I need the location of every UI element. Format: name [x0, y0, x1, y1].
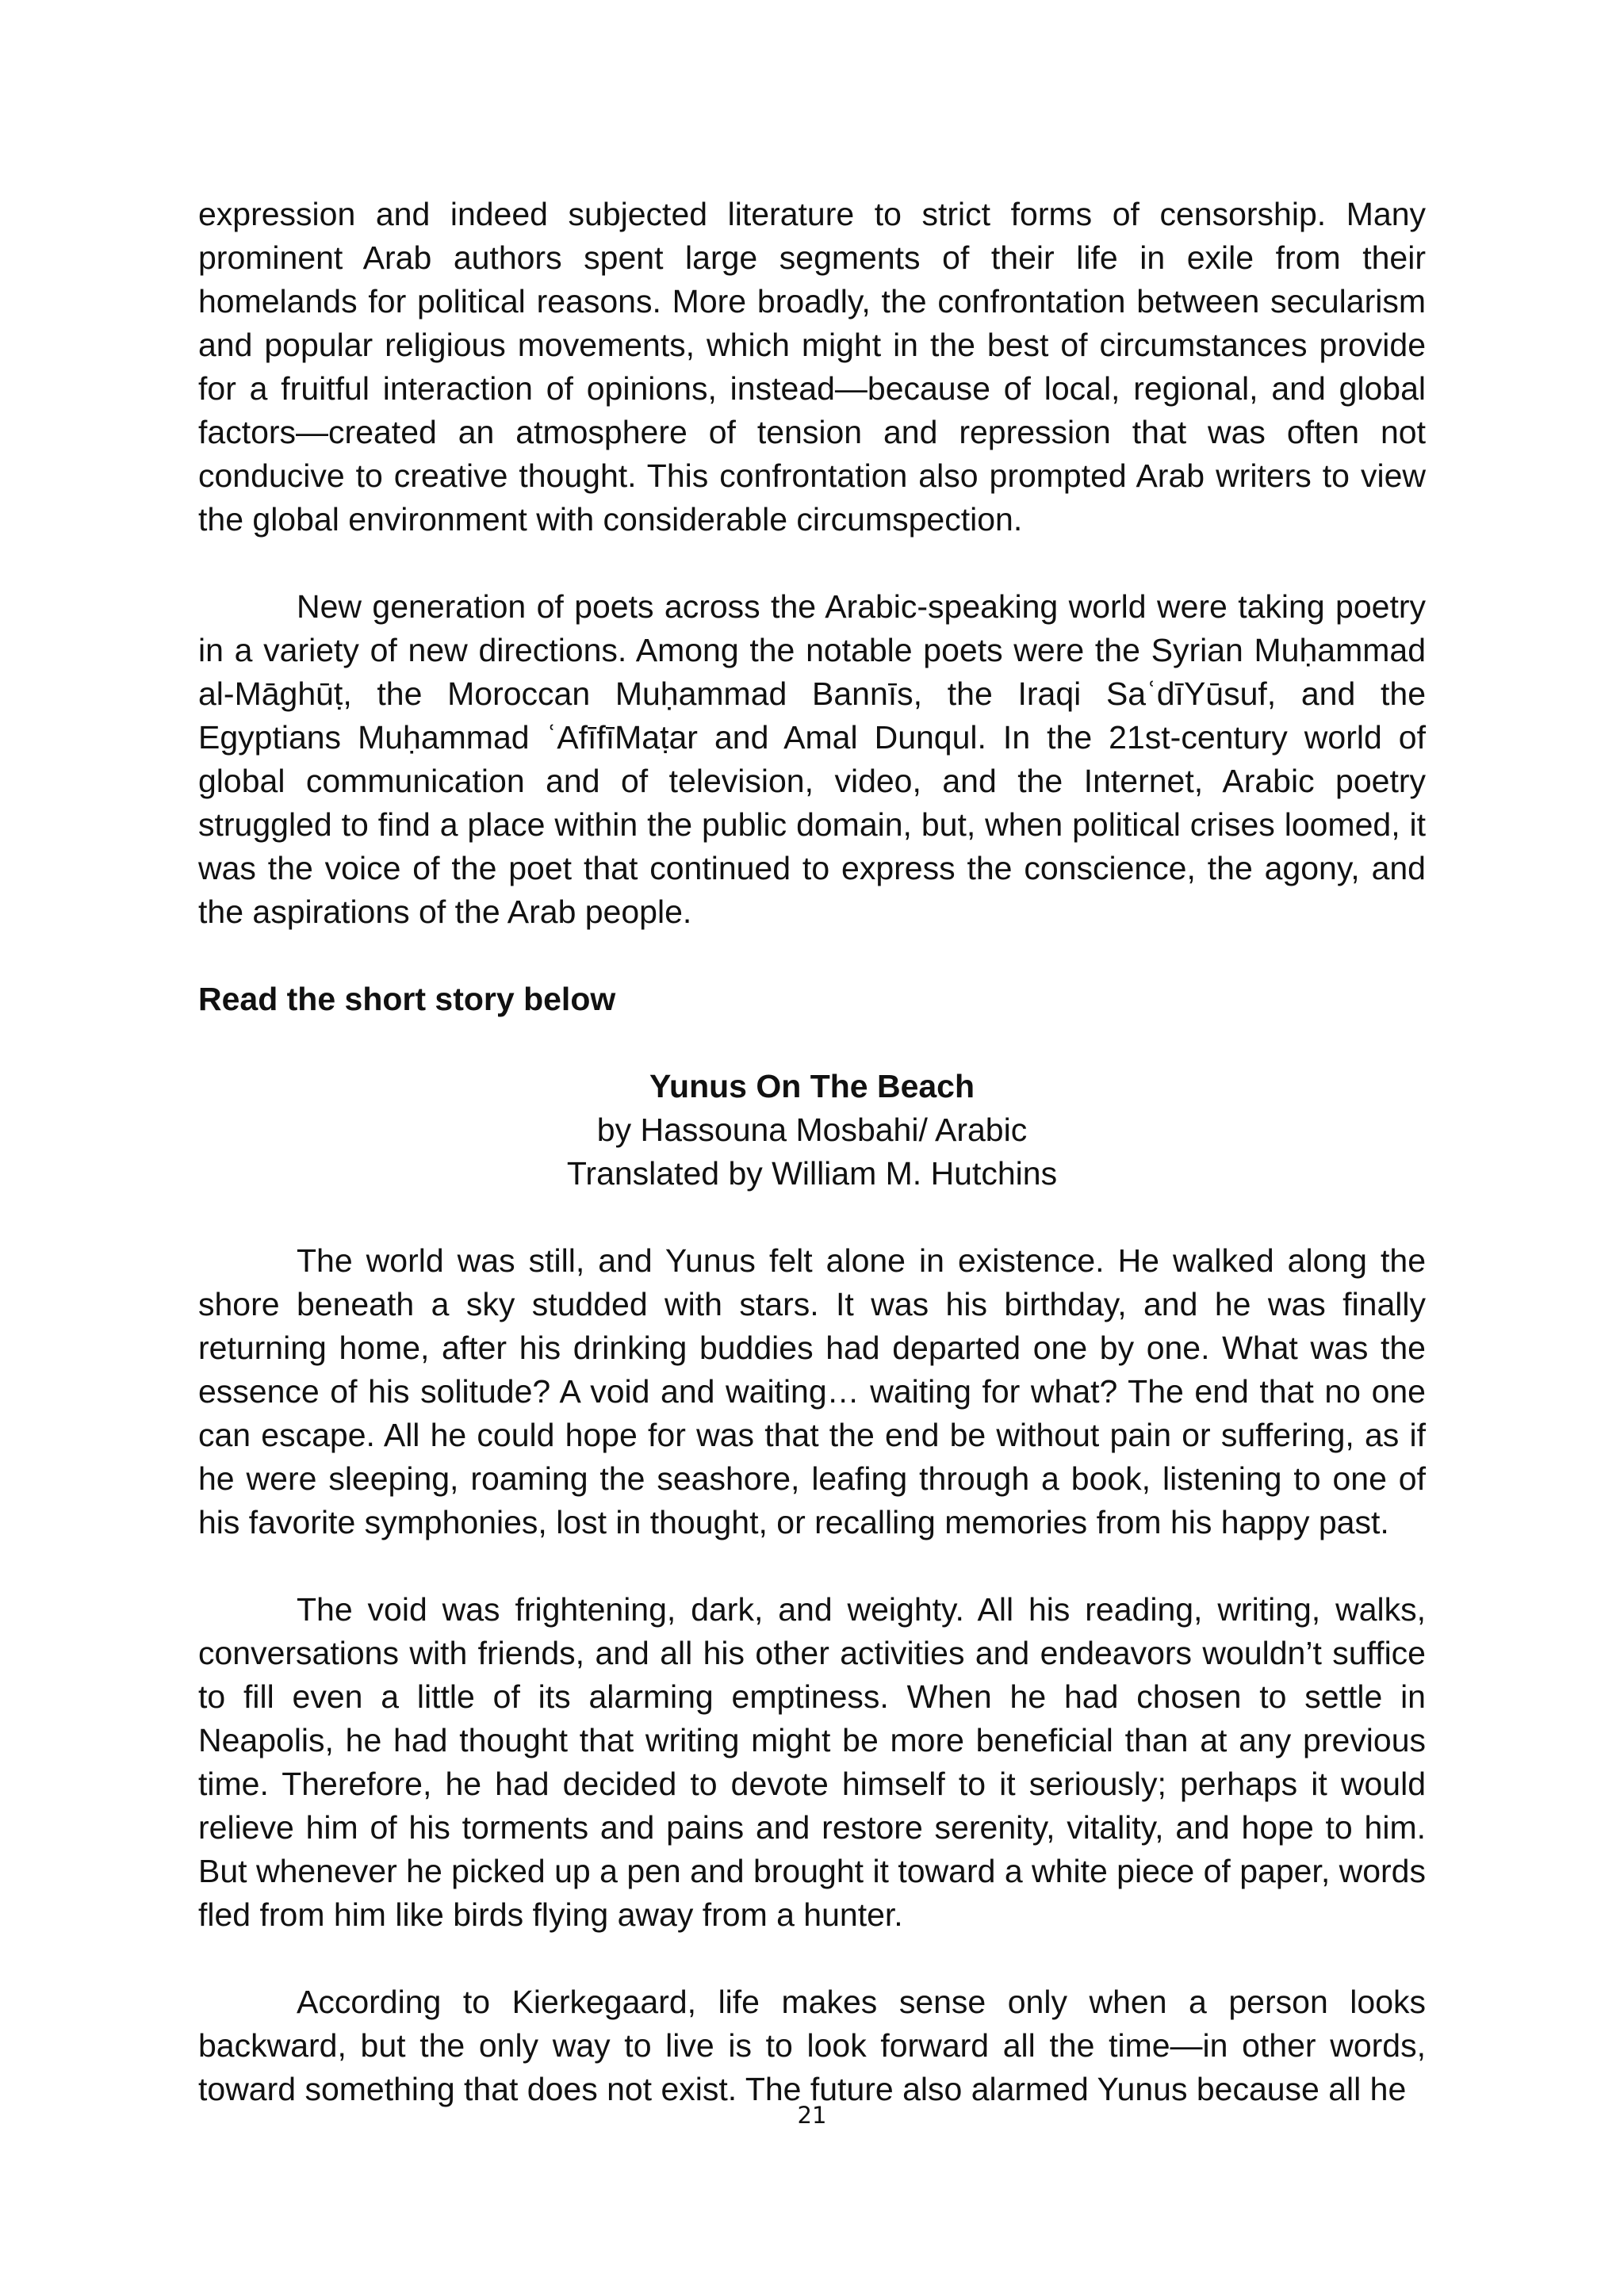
story-paragraph-1: The world was still, and Yunus felt alone in existence. He walked along the shore beneath a sky studded with stars. It was his birthday, and he was finally returning home, after his drinking buddies had departed one by one. What was the essence of his solitude? A void and waiting… waiting for what? The end that no one can escape. All he could hope for was that the end be without pain or suffering, as if he were sleeping, roaming the seashore, leafing through a book, listening to one of his favorite symphonies, lost in thought, or recalling memories from his happy past.	[198, 1242, 1426, 1540]
story-byline: by Hassouna Mosbahi/ Arabic	[596, 1112, 1028, 1148]
story-translator: Translated by William M. Hutchins	[566, 1155, 1058, 1192]
page-number: 21	[797, 2102, 827, 2129]
story-paragraph-3: According to Kierkegaard, life makes sense only when a person looks backward, but the only way to live is to look forward all the time—in other words, toward something that does not exist. The future also alarmed Yunus because all he	[198, 1984, 1426, 2107]
intro-paragraph-1: expression and indeed subjected literature to strict forms of censorship. Many prominent Arab authors spent large segments of their life in exile from their homelands for political reasons. More broadly, the confrontation between secularism and popular religious movements, which might in the best of circumstances provide for a fruitful interaction of opinions, instead—because of local, regional, and global factors—created an atmosphere of tension and repression that was often not conducive to creative thought. This confrontation also prompted Arab writers to view the global environment with considerable circumspection.	[198, 196, 1426, 538]
story-title: Yunus On The Beach	[649, 1068, 975, 1104]
story-paragraph-2: The void was frightening, dark, and weighty. All his reading, writing, walks, conversations with friends, and all his other activities and endeavors wouldn’t suffice to fill even a little of its alarming emptiness. When he had chosen to settle in Neapolis, he had thought that writing might be more beneficial than at any previous time. Therefore, he had decided to devote himself to it seriously; perhaps it would relieve him of his torments and pains and restore serenity, vitality, and hope to him. But whenever he picked up a pen and brought it toward a white piece of paper, words fled from him like birds flying away from a hunter.	[198, 1591, 1426, 1933]
section-heading: Read the short story below	[198, 981, 616, 1017]
intro-paragraph-2: New generation of poets across the Arabic-speaking world were taking poetry in a variety of new directions. Among the notable poets were the Syrian Muḥammad al-Māghūṭ, the Moroccan Muḥammad Bannīs, the Iraqi SaʿdīYūsuf, and the Egyptians Muḥammad ʿAfīfīMaṭar and Amal Dunqul. In the 21st-century world of global communication and of television, video, and the Internet, Arabic poetry struggled to find a place within the public domain, but, when political crises loomed, it was the voice of the poet that continued to express the conscience, the agony, and the aspirations of the Arab people.	[198, 588, 1426, 930]
story-title-block	[198, 1065, 1426, 1196]
page-body	[198, 193, 1426, 2111]
